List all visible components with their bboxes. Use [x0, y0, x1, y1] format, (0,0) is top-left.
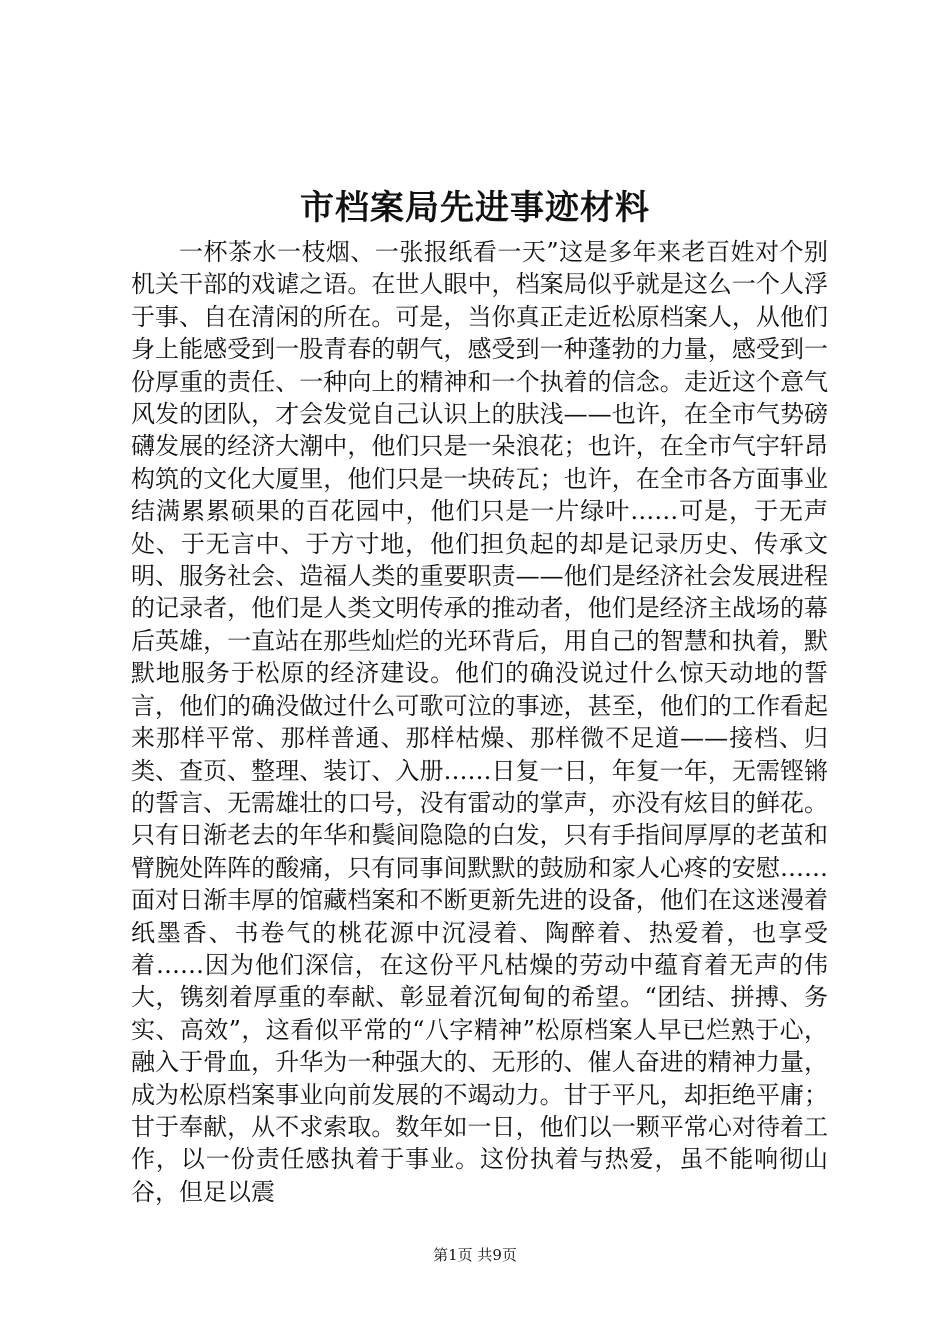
document-body-paragraph: 一杯茶水一枝烟、一张报纸看一天”这是多年来老百姓对个别机关干部的戏谑之语。在世人眼中，档案局似乎就是这么一个人浮于事、自在清闲的所在。可是，当你真正走近松原档案人，从他们身上能感受到一股青春的朝气，感受到一种蓬勃的力量，感受到一份厚重的责任、一种向上的精神和一个执着的信念。走近这个意气风发的团队，才会发觉自己认识上的肤浅——也许，在全市气势磅礴发展的经济大潮中，他们只是一朵浪花；也许，在全市气宇轩昂构筑的文化大厦里，他们只是一块砖瓦；也许，在全市各方面事业结满累累硕果的百花园中，他们只是一片绿叶……可是，于无声处、于无言中、于方寸地，他们担负起的却是记录历史、传承文明、服务社会、造福人类的重要职责——他们是经济社会发展进程的记录者，他们是人类文明传承的推动者，他们是经济主战场的幕后英雄，一直站在那些灿烂的光环背后，用自己的智慧和执着，默默地服务于松原的经济建设。他们的确没说过什么惊天动地的誓言，他们的确没做过什么可歌可泣的事迹，甚至，他们的工作看起来那样平常、那样普通、那样枯燥、那样微不足道——接档、归类、查页、整理、装订、入册……日复一日，年复一年，无需铿锵的誓言、无需雄壮的口号，没有雷动的掌声，亦没有炫目的鲜花。只有日渐老去的年华和鬓间隐隐的白发，只有手指间厚厚的老茧和臂腕处阵阵的酸痛，只有同事间默默的鼓励和家人心疼的安慰……面对日渐丰厚的馆藏档案和不断更新先进的设备，他们在这迷漫着纸墨香、书卷气的桃花源中沉浸着、陶醉着、热爱着，也享受着……因为他们深信，在这份平凡枯燥的劳动中蕴育着无声的伟大，镌刻着厚重的奉献、彰显着沉甸甸的希望。“团结、拼搏、务实、高效”，这看似平常的“八字精神”松原档案人早已烂熟于心，融入于骨血，升华为一种强大的、无形的、催人奋进的精神力量，成为松原档案事业向前发展的不竭动力。甘于平凡，却拒绝平庸；甘于奉献，从不求索取。数年如一日，他们以一颗平常心对待着工作，以一份责任感执着于事业。这份执着与热爱，虽不能响彻山谷，但足以震	[131, 238, 828, 1206]
page-footer: 第1页 共9页	[433, 1246, 517, 1264]
document-title: 市档案局先进事迹材料	[300, 188, 650, 228]
